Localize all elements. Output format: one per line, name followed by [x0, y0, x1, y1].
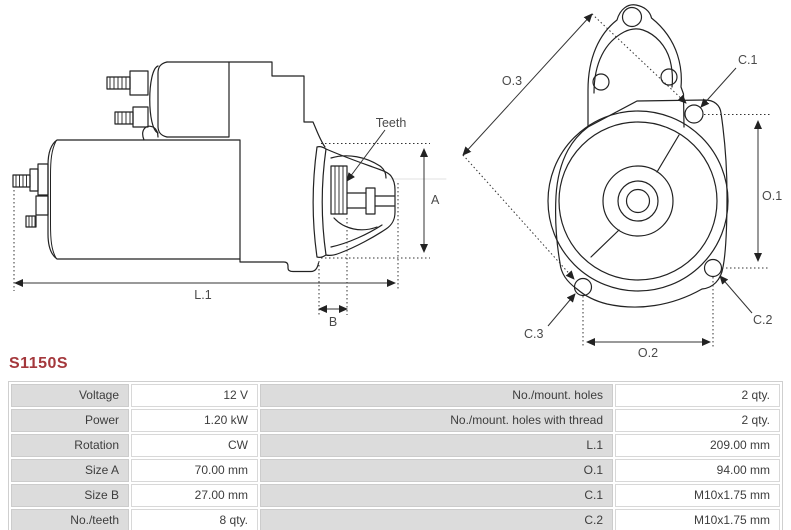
spec-label: Size B — [11, 484, 129, 507]
mount-hole-c1 — [685, 105, 703, 123]
drive-bell-inner-cup — [334, 218, 377, 230]
drive-bell-outline — [326, 149, 395, 255]
spec-value: 1.20 kW — [131, 409, 258, 432]
yoke-outer — [588, 5, 684, 127]
solenoid-stud-nut-upper — [130, 71, 148, 95]
spec-value: 2 qty. — [615, 409, 780, 432]
dim-label-o2: O.2 — [637, 346, 659, 360]
dim-label-o1: O.1 — [762, 189, 783, 203]
spec-label: Power — [11, 409, 129, 432]
spec-label: No./teeth — [11, 509, 129, 530]
table-row — [11, 434, 780, 457]
body-terminal-block — [38, 164, 48, 195]
part-number: S1150S — [9, 355, 69, 372]
solenoid-stud-nut-lower — [133, 107, 148, 127]
drive-housing-outline — [229, 62, 325, 147]
spigot-outer-circle — [548, 111, 728, 291]
teeth-label: Teeth — [375, 116, 407, 130]
spigot-inner-circle — [559, 122, 717, 280]
table-row — [11, 384, 780, 407]
side-view-starter — [13, 62, 446, 272]
spec-value: 209.00 mm — [615, 434, 780, 457]
spec-value: 12 V — [131, 384, 258, 407]
spec-table — [8, 381, 783, 530]
yoke-right-hole — [661, 69, 677, 85]
spec-label: Rotation — [11, 434, 129, 457]
spec-label: Voltage — [11, 384, 129, 407]
spec-label: C.2 — [260, 509, 613, 530]
yoke-inner — [594, 29, 672, 93]
spec-value: M10x1.75 mm — [615, 509, 780, 530]
motor-body — [48, 140, 240, 259]
mounting-collar — [313, 147, 326, 258]
spec-label: Size A — [11, 459, 129, 482]
spec-value: 8 qty. — [131, 509, 258, 530]
spec-value: 27.00 mm — [131, 484, 258, 507]
spec-value: CW — [131, 434, 258, 457]
spec-value: 2 qty. — [615, 384, 780, 407]
spec-value: 94.00 mm — [615, 459, 780, 482]
yoke-left-hole — [593, 74, 609, 90]
dim-label-c3: C.3 — [524, 327, 544, 341]
yoke-top-hole — [623, 8, 642, 27]
spec-label: No./mount. holes with thread — [260, 409, 613, 432]
solenoid-cap — [150, 62, 167, 137]
pinion-shaft — [347, 193, 394, 208]
solenoid-body — [167, 62, 229, 137]
mount-hole-c2 — [705, 260, 722, 277]
spec-label: No./mount. holes — [260, 384, 613, 407]
front-view-dimensions — [463, 14, 770, 347]
side-view-dimensions — [14, 130, 430, 315]
solenoid-bracket — [143, 126, 158, 140]
spec-label: L.1 — [260, 434, 613, 457]
body-terminal-washer — [30, 169, 38, 191]
bearing-circle — [618, 181, 658, 221]
table-row — [11, 484, 780, 507]
dim-label-b: B — [328, 315, 338, 329]
body-lower-thread — [26, 216, 36, 227]
dim-label-l1: L.1 — [194, 288, 212, 302]
dim-label-c2: C.2 — [753, 313, 773, 327]
shaft-washer — [366, 188, 375, 214]
radial-line-upper — [657, 135, 679, 172]
hub-circle — [603, 166, 673, 236]
dim-label-a: A — [431, 193, 440, 207]
table-row — [11, 459, 780, 482]
front-view-flange — [548, 5, 728, 307]
dim-label-c1: C.1 — [738, 53, 758, 67]
housing-bottom-step — [240, 259, 319, 272]
table-row — [11, 409, 780, 432]
radial-line-lower — [591, 230, 619, 257]
spec-value: 70.00 mm — [131, 459, 258, 482]
table-row — [11, 509, 780, 530]
dim-label-o3: O.3 — [501, 74, 523, 88]
body-lower-block — [36, 196, 48, 215]
spec-label: O.1 — [260, 459, 613, 482]
spec-label: C.1 — [260, 484, 613, 507]
spec-value: M10x1.75 mm — [615, 484, 780, 507]
shaft-circle — [627, 190, 650, 213]
motor-body-cap-line — [51, 141, 57, 258]
